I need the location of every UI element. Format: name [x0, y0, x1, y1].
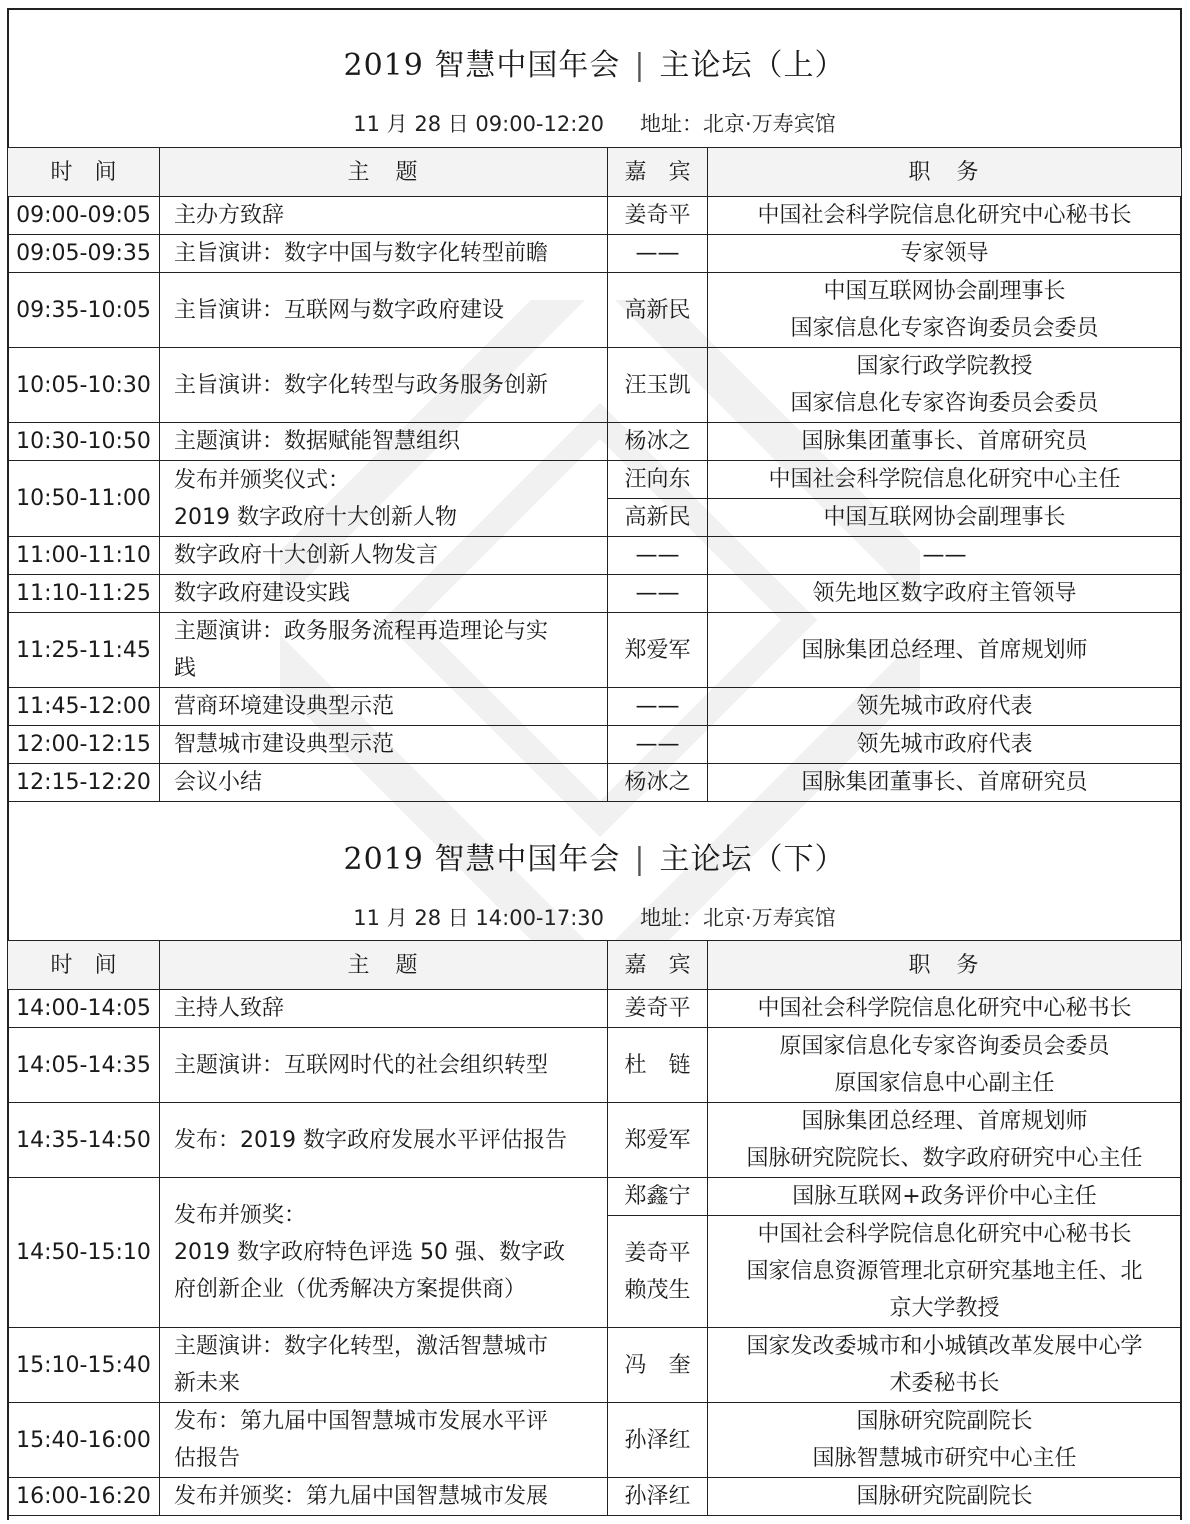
session-topic-line: 主题演讲：政务服务流程再造理论与实 [174, 619, 549, 644]
session-datetime: 11 月 28 日 09:00-12:20 [353, 112, 605, 136]
speaker-role-line: 国家行政学院教授 [856, 354, 1033, 379]
speaker-role [708, 348, 1182, 423]
session-time: 10:50-11:00 [8, 461, 160, 537]
speaker-name: 汪玉凯 [608, 348, 708, 423]
section-title [7, 40, 1182, 84]
session-topic [160, 1103, 608, 1178]
session-topic-line: 发布并颁奖： [174, 1203, 307, 1228]
speaker-name: —— [608, 726, 708, 764]
table-row [8, 1028, 1182, 1103]
table-row [8, 273, 1182, 348]
speaker-role-line: 领先地区数字政府主管领导 [812, 581, 1077, 606]
session-topic [160, 990, 608, 1028]
table-row [8, 1103, 1182, 1178]
table-row [8, 461, 1182, 499]
conference-name: 2019 智慧中国年会 [343, 48, 621, 83]
session-time: 10:05-10:30 [8, 348, 160, 423]
speaker-role [708, 1328, 1182, 1403]
speaker-role-line: 领先城市政府代表 [856, 694, 1033, 719]
session-topic [160, 461, 608, 537]
session-topic-line: 主题演讲：互联网时代的社会组织转型 [174, 1052, 549, 1078]
speaker-role-line: 国家信息化专家咨询委员会委员 [790, 316, 1099, 341]
speaker-role-line: 专家领导 [900, 241, 989, 266]
speaker-role [708, 688, 1182, 726]
speaker-role-line: 国脉集团董事长、首席研究员 [801, 429, 1088, 454]
table-row [8, 423, 1182, 461]
speaker-name: 杨冰之 [608, 764, 708, 802]
session-time: 16:00-16:20 [8, 1478, 160, 1516]
speaker-role-line: 中国互联网协会副理事长 [823, 279, 1066, 304]
speaker-role [708, 575, 1182, 613]
table-row [8, 348, 1182, 423]
session-topic-line: 发布并颁奖仪式： [174, 467, 351, 493]
session-topic [160, 1328, 608, 1403]
session-address: 地址：北京·万寿宾馆 [640, 112, 836, 136]
speaker-role [708, 1178, 1182, 1216]
table-row [8, 537, 1182, 575]
schedule-table-afternoon [7, 940, 1182, 1516]
session-time: 15:40-16:00 [8, 1403, 160, 1478]
session-time: 14:35-14:50 [8, 1103, 160, 1178]
section-header-afternoon [7, 834, 1182, 932]
speaker-role [708, 197, 1182, 235]
session-datetime: 11 月 28 日 14:00-17:30 [353, 906, 605, 930]
header-time: 时 间 [8, 941, 160, 990]
speaker-name: 姜奇平 [608, 990, 708, 1028]
speaker-name: 孙泽红 [608, 1403, 708, 1478]
speaker-role [708, 990, 1182, 1028]
speaker-role [708, 423, 1182, 461]
table-row [8, 1403, 1182, 1478]
session-topic [160, 1403, 608, 1478]
header-guest: 嘉 宾 [608, 941, 708, 990]
title-separator: | [634, 48, 646, 83]
session-time: 09:35-10:05 [8, 273, 160, 348]
session-topic-line: 府创新企业（优秀解决方案提供商） [174, 1277, 527, 1302]
table-header-row [8, 941, 1182, 990]
speaker-role-line: 原国家信息中心副主任 [834, 1071, 1055, 1096]
section-subtitle [7, 902, 1182, 932]
speaker-role [708, 764, 1182, 802]
speaker-role [708, 537, 1182, 575]
table-row [8, 575, 1182, 613]
session-topic [160, 1028, 608, 1103]
speaker-role: 中国互联网协会副理事长 [708, 499, 1182, 537]
table-row [8, 1178, 1182, 1216]
table-row [8, 1478, 1182, 1516]
table-row [8, 613, 1182, 688]
session-time: 09:05-09:35 [8, 235, 160, 273]
speaker-name: —— [608, 537, 708, 575]
session-topic-line: 营商环境建设典型示范 [174, 694, 395, 719]
schedule-table-morning [7, 147, 1182, 802]
table-row [8, 235, 1182, 273]
session-topic [160, 688, 608, 726]
session-time: 14:00-14:05 [8, 990, 160, 1028]
session-time: 09:00-09:05 [8, 197, 160, 235]
session-time: 10:30-10:50 [8, 423, 160, 461]
speaker-role [708, 726, 1182, 764]
speaker-name: —— [608, 688, 708, 726]
section-subtitle [7, 108, 1182, 138]
section-title [7, 834, 1182, 878]
session-topic [160, 726, 608, 764]
title-separator: | [634, 842, 646, 877]
header-guest: 嘉 宾 [608, 148, 708, 197]
speaker-role [708, 613, 1182, 688]
session-topic-line: 主办方致辞 [174, 203, 285, 228]
speaker-role: 中国社会科学院信息化研究中心秘书长 国家信息资源管理北京研究基地主任、北 京大学教授 [708, 1216, 1182, 1328]
session-topic-line: 发布：第九届中国智慧城市发展水平评 [174, 1409, 549, 1434]
speaker-role-line: 中国社会科学院信息化研究中心主任 [768, 467, 1121, 492]
speaker-role-line: 中国社会科学院信息化研究中心秘书长 [757, 996, 1132, 1021]
session-topic-line: 新未来 [174, 1371, 241, 1396]
speaker-role-line: 国脉集团总经理、首席规划师 [801, 1109, 1088, 1134]
session-topic [160, 537, 608, 575]
table-row [8, 1328, 1182, 1403]
speaker-role-line: 国脉研究院副院长 [856, 1484, 1033, 1509]
table-row [8, 726, 1182, 764]
speaker-role-line: —— [922, 543, 967, 568]
session-topic-line: 主旨演讲：互联网与数字政府建设 [174, 297, 505, 323]
speaker-name: 杨冰之 [608, 423, 708, 461]
session-topic-line: 主持人致辞 [174, 996, 285, 1021]
session-time: 11:10-11:25 [8, 575, 160, 613]
session-topic-line: 主旨演讲：数字化转型与政务服务创新 [174, 372, 549, 398]
session-topic-line: 发布：2019 数字政府发展水平评估报告 [174, 1127, 567, 1153]
speaker-name: 高新民 [608, 273, 708, 348]
session-time: 12:15-12:20 [8, 764, 160, 802]
speaker-role-line: 术委秘书长 [889, 1371, 1000, 1396]
session-time: 11:45-12:00 [8, 688, 160, 726]
session-topic-line: 主旨演讲：数字中国与数字化转型前瞻 [174, 241, 549, 266]
speaker-role [708, 1103, 1182, 1178]
header-topic: 主 题 [160, 941, 608, 990]
speaker-name: 郑鑫宁 [608, 1178, 708, 1216]
session-topic [160, 613, 608, 688]
table-row [8, 197, 1182, 235]
header-role: 职 务 [708, 941, 1182, 990]
speaker-name: 高新民 [608, 499, 708, 537]
speaker-role-line: 中国社会科学院信息化研究中心秘书长 [757, 203, 1132, 228]
speaker-role [708, 461, 1182, 499]
session-time: 14:50-15:10 [8, 1178, 160, 1328]
forum-name: 主论坛（下） [659, 842, 846, 877]
speaker-name: 杜 链 [608, 1028, 708, 1103]
session-topic-line: 发布并颁奖：第九届中国智慧城市发展 [174, 1484, 549, 1509]
speaker-role-line: 国脉研究院院长、数字政府研究中心主任 [746, 1146, 1143, 1171]
speaker-name: —— [608, 235, 708, 273]
speaker-role-line: 国脉集团总经理、首席规划师 [801, 637, 1088, 663]
speaker-role [708, 1028, 1182, 1103]
speaker-name: 姜奇平 [608, 197, 708, 235]
speaker-role-line: 国脉互联网+政务评价中心主任 [792, 1184, 1097, 1209]
speaker-name: 孙泽红 [608, 1478, 708, 1516]
speaker-role [708, 235, 1182, 273]
session-topic [160, 348, 608, 423]
session-topic-line: 主题演讲：数据赋能智慧组织 [174, 429, 461, 454]
speaker-name: 冯 奎 [608, 1328, 708, 1403]
header-time: 时 间 [8, 148, 160, 197]
session-time: 11:00-11:10 [8, 537, 160, 575]
section-header-morning [7, 40, 1182, 138]
session-topic [160, 235, 608, 273]
speaker-role-line: 国脉智慧城市研究中心主任 [812, 1446, 1077, 1471]
session-topic-line: 主题演讲：数字化转型，激活智慧城市 [174, 1334, 549, 1359]
table-row [8, 990, 1182, 1028]
speaker-role-line: 国家发改委城市和小城镇改革发展中心学 [746, 1334, 1143, 1359]
conference-name: 2019 智慧中国年会 [343, 842, 621, 877]
session-topic-line: 数字政府建设实践 [174, 581, 351, 606]
session-topic-line: 智慧城市建设典型示范 [174, 732, 395, 757]
speaker-role-line: 原国家信息化专家咨询委员会委员 [779, 1034, 1110, 1059]
session-topic-line: 会议小结 [174, 770, 263, 795]
speaker-role [708, 1478, 1182, 1516]
speaker-role [708, 1403, 1182, 1478]
session-topic [160, 423, 608, 461]
speaker-role-line: 国脉研究院副院长 [856, 1409, 1033, 1434]
speaker-role-line: 国脉集团董事长、首席研究员 [801, 770, 1088, 795]
session-topic-line: 2019 数字政府特色评选 50 强、数字政 [174, 1240, 565, 1265]
speaker-name: —— [608, 575, 708, 613]
session-topic-line: 践 [174, 656, 197, 681]
speaker-name: 郑爱军 [608, 613, 708, 688]
session-topic-line: 估报告 [174, 1446, 241, 1471]
session-time: 14:05-14:35 [8, 1028, 160, 1103]
session-time: 11:25-11:45 [8, 613, 160, 688]
speaker-name: 汪向东 [608, 461, 708, 499]
session-topic [160, 197, 608, 235]
table-header-row [8, 148, 1182, 197]
header-topic: 主 题 [160, 148, 608, 197]
speaker-role-line: 领先城市政府代表 [856, 732, 1033, 757]
forum-name: 主论坛（上） [659, 48, 846, 83]
speaker-role-line: 国家信息化专家咨询委员会委员 [790, 391, 1099, 416]
session-topic-line: 数字政府十大创新人物发言 [174, 543, 439, 568]
session-topic-line: 2019 数字政府十大创新人物 [174, 504, 457, 530]
header-role: 职 务 [708, 148, 1182, 197]
session-topic [160, 1478, 608, 1516]
session-topic [160, 1178, 608, 1328]
session-topic [160, 764, 608, 802]
session-time: 15:10-15:40 [8, 1328, 160, 1403]
speaker-name: 姜奇平 赖茂生 [608, 1216, 708, 1328]
table-row [8, 688, 1182, 726]
session-topic [160, 273, 608, 348]
speaker-name: 郑爱军 [608, 1103, 708, 1178]
session-address: 地址：北京·万寿宾馆 [640, 906, 836, 930]
table-row [8, 764, 1182, 802]
speaker-role [708, 273, 1182, 348]
session-topic [160, 575, 608, 613]
session-time: 12:00-12:15 [8, 726, 160, 764]
